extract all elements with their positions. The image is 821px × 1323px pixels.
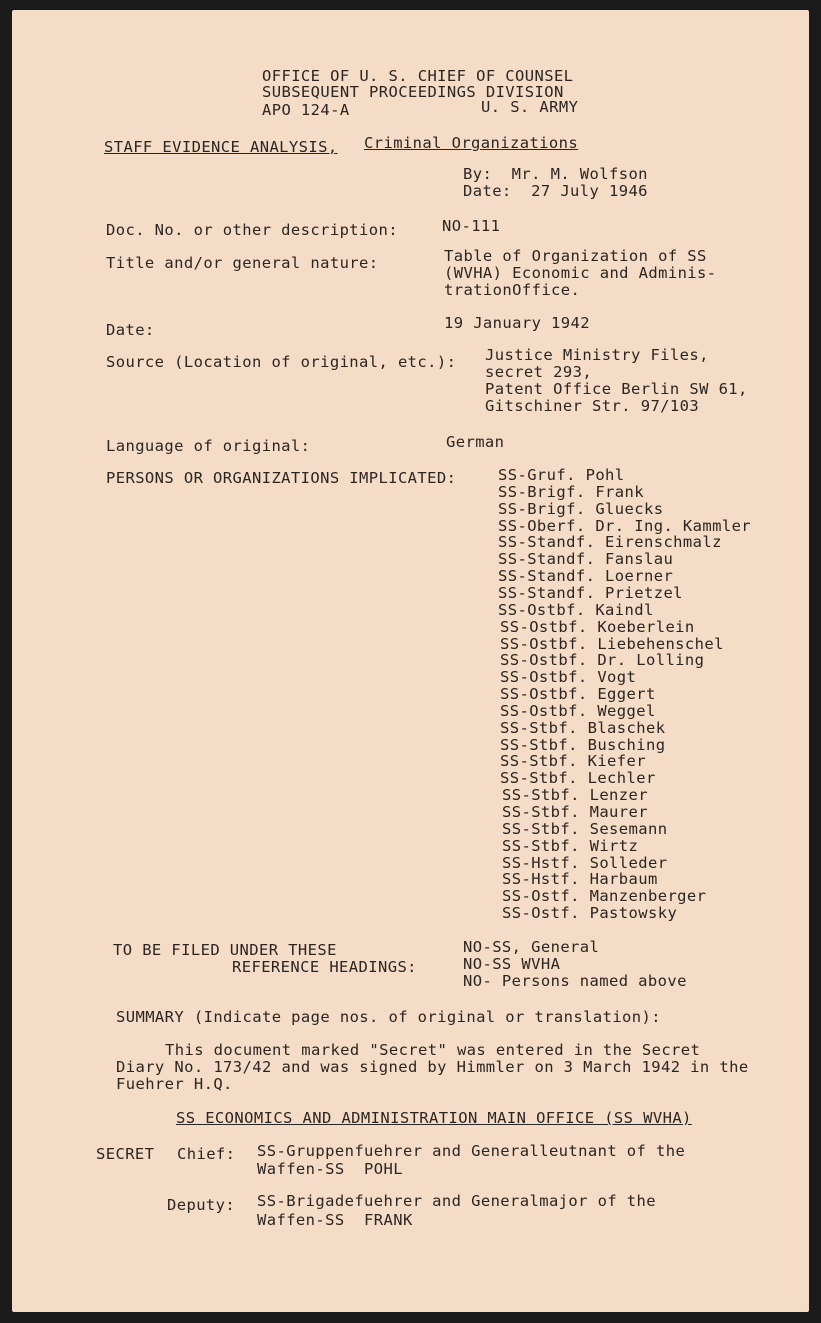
person-entry: SS-Standf. Eirenschmalz [498, 533, 722, 551]
title-line-2: (WVHA) Economic and Adminis- [444, 264, 717, 282]
title-label: Title and/or general nature: [106, 254, 379, 272]
source-label: Source (Location of original, etc.): [106, 353, 457, 371]
header-army: U. S. ARMY [481, 98, 579, 116]
person-entry: SS-Stbf. Lechler [500, 769, 656, 787]
person-entry: SS-Ostbf. Eggert [500, 685, 656, 703]
summary-line-3: Fuehrer H.Q. [116, 1075, 233, 1093]
source-line-3: Patent Office Berlin SW 61, [485, 380, 748, 398]
person-entry: SS-Ostbf. Liebehenschel [500, 635, 724, 653]
person-entry: SS-Brigf. Gluecks [498, 500, 664, 518]
date-value: 19 January 1942 [444, 314, 590, 332]
doc-label: Doc. No. or other description: [106, 221, 398, 239]
person-entry: SS-Ostbf. Koeberlein [500, 618, 695, 636]
summary-line-1: This document marked "Secret" was entered in the Secret [165, 1041, 701, 1059]
filing-label-2: REFERENCE HEADINGS: [232, 958, 417, 976]
office-heading: SS ECONOMICS AND ADMINISTRATION MAIN OFFICE (SS WVHA) [176, 1109, 692, 1127]
person-entry: SS-Ostbf. Dr. Lolling [500, 651, 705, 669]
person-entry: SS-Stbf. Busching [500, 736, 666, 754]
secret-stamp: SECRET [96, 1145, 155, 1163]
analysis-date: Date: 27 July 1946 [463, 182, 648, 200]
person-entry: SS-Stbf. Wirtz [502, 837, 639, 855]
filing-label-1: TO BE FILED UNDER THESE [113, 941, 337, 959]
source-line-2: secret 293, [485, 363, 593, 381]
chief-line-1: SS-Gruppenfuehrer and Generalleutnant of the [257, 1142, 686, 1160]
person-entry: SS-Ostbf. Weggel [500, 702, 656, 720]
analysis-label: STAFF EVIDENCE ANALYSIS, [104, 138, 338, 156]
person-entry: SS-Stbf. Kiefer [500, 752, 646, 770]
person-entry: SS-Stbf. Sesemann [502, 820, 668, 838]
deputy-line-1: SS-Brigadefuehrer and Generalmajor of the [257, 1192, 657, 1210]
persons-label: PERSONS OR ORGANIZATIONS IMPLICATED: [106, 469, 457, 487]
chief-label: Chief: [177, 1145, 236, 1163]
person-entry: SS-Standf. Prietzel [498, 584, 683, 602]
person-entry: SS-Stbf. Blaschek [500, 719, 666, 737]
chief-line-2: Waffen-SS POHL [257, 1160, 403, 1178]
person-entry: SS-Hstf. Harbaum [502, 870, 658, 888]
title-line-1: Table of Organization of SS [444, 247, 707, 265]
person-entry: SS-Ostbf. Kaindl [498, 601, 654, 619]
deputy-label: Deputy: [167, 1196, 236, 1214]
person-entry: SS-Oberf. Dr. Ing. Kammler [498, 517, 752, 535]
summary-line-2: Diary No. 173/42 and was signed by Himmler on 3 March 1942 in the [116, 1058, 749, 1076]
person-entry: SS-Standf. Loerner [498, 567, 674, 585]
header-division: SUBSEQUENT PROCEEDINGS DIVISION [262, 83, 564, 101]
person-entry: SS-Stbf. Lenzer [502, 786, 648, 804]
source-line-4: Gitschiner Str. 97/103 [485, 397, 700, 415]
filing-heading-2: NO-SS WVHA [463, 955, 561, 973]
filing-heading-1: NO-SS, General [463, 938, 600, 956]
person-entry: SS-Hstf. Solleder [502, 854, 668, 872]
title-line-3: trationOffice. [444, 281, 581, 299]
date-label: Date: [106, 321, 155, 339]
person-entry: SS-Brigf. Frank [498, 483, 644, 501]
person-entry: SS-Ostf. Manzenberger [502, 887, 707, 905]
language-label: Language of original: [106, 437, 311, 455]
deputy-line-2: Waffen-SS FRANK [257, 1211, 413, 1229]
person-entry: SS-Standf. Fanslau [498, 550, 674, 568]
person-entry: SS-Gruf. Pohl [498, 466, 625, 484]
language-value: German [446, 433, 505, 451]
doc-value: NO-111 [442, 217, 501, 235]
header-apo: APO 124-A [262, 101, 350, 119]
source-line-1: Justice Ministry Files, [485, 346, 709, 364]
analysis-by: By: Mr. M. Wolfson [463, 165, 648, 183]
summary-label: SUMMARY (Indicate page nos. of original or translation): [116, 1008, 661, 1026]
person-entry: SS-Stbf. Maurer [502, 803, 648, 821]
person-entry: SS-Ostbf. Vogt [500, 668, 637, 686]
person-entry: SS-Ostf. Pastowsky [502, 904, 678, 922]
header-office: OFFICE OF U. S. CHIEF OF COUNSEL [262, 67, 574, 85]
filing-heading-3: NO- Persons named above [463, 972, 687, 990]
analysis-subject: Criminal Organizations [364, 134, 579, 152]
